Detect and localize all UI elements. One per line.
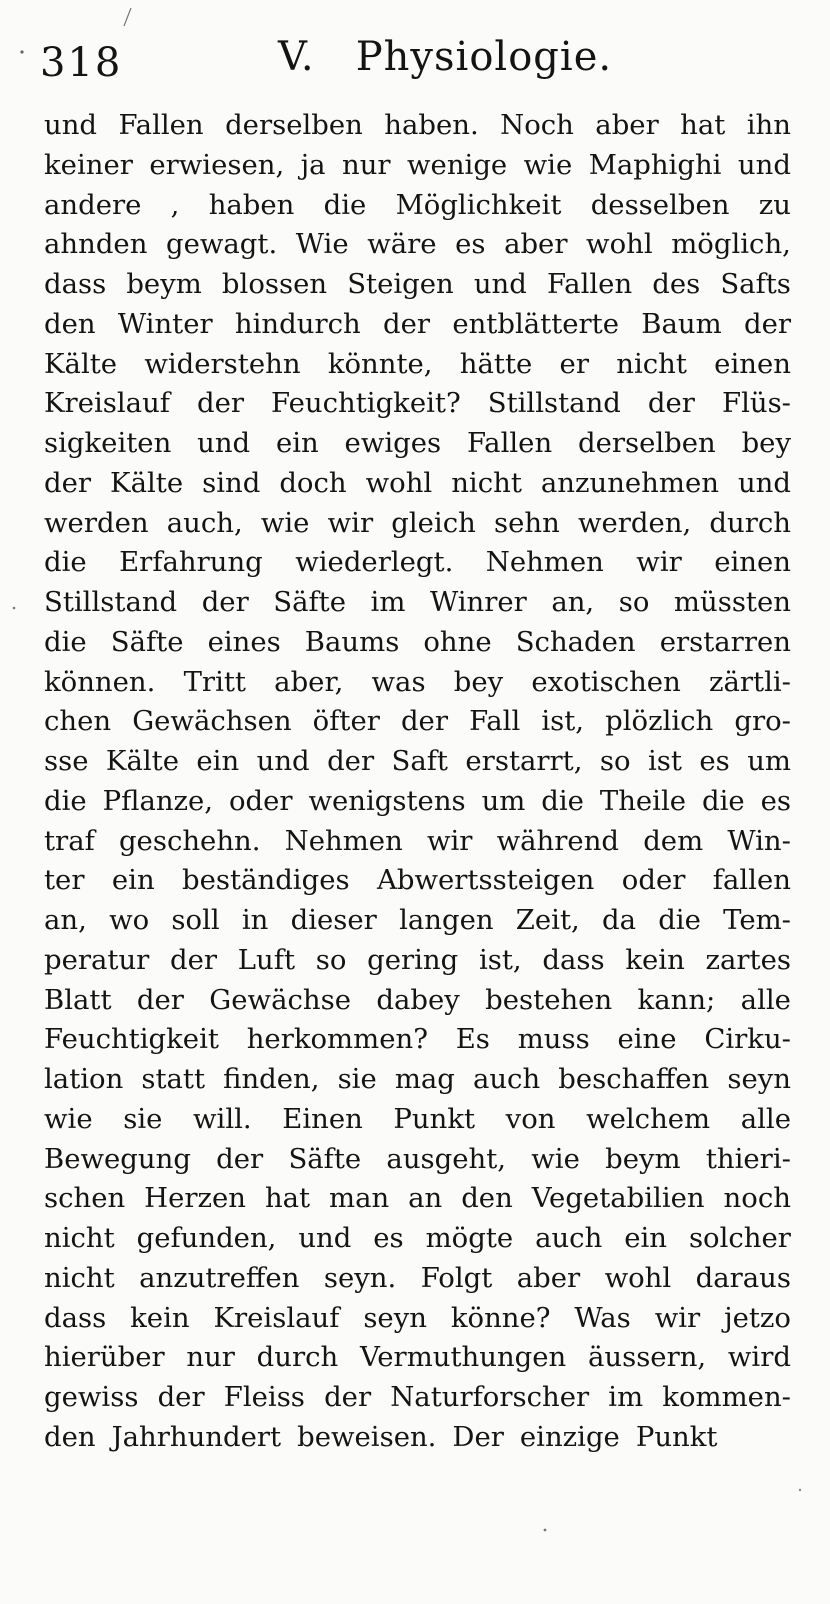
text-line: dass beym blossen Steigen und Fallen des Safts (44, 268, 791, 300)
text-line: und Fallen derselben haben. Noch aber hat ihn (44, 109, 791, 141)
text-line: keiner erwiesen, ja nur wenige wie Maphighi und (44, 148, 791, 181)
text-line: traf geschehn. Nehmen wir während dem Win- (44, 824, 791, 857)
text-line: schen Herzen hat man an den Vegetabilien noch (44, 1182, 791, 1215)
text-line: ahnden gewagt. Wie wäre es aber wohl möglich, (44, 228, 791, 261)
body-text (44, 106, 791, 1458)
text-line: hierüber nur durch Vermuthungen äussern, wird (44, 1341, 791, 1374)
text-line: sigkeiten und ein ewiges Fallen derselben bey (44, 427, 791, 459)
text-line: können. Tritt aber, was bey exotischen zärtli- (44, 665, 791, 698)
text-line: den Winter hindurch der entblätterte Baum der (44, 307, 791, 340)
text-line: der Kälte sind doch wohl nicht anzunehmen und (44, 466, 791, 499)
text-line: Stillstand der Säfte im Winrer an, so müssten (44, 586, 791, 618)
text-line: Kälte widerstehn könnte, hätte er nicht einen (44, 347, 791, 380)
text-line: nicht gefunden, und es mögte auch ein solcher (44, 1222, 791, 1254)
text-line: andere , haben die Möglichkeit desselben zu (44, 188, 791, 221)
text-line: gewiss der Fleiss der Naturforscher im kommen- (44, 1381, 791, 1413)
text-line: peratur der Luft so gering ist, dass kein zartes (44, 943, 791, 976)
text-line: den Jahrhundert beweisen. Der einzige Punkt (44, 1420, 718, 1453)
running-head: V. Physiologie. (278, 34, 613, 80)
page-header (40, 34, 790, 94)
text-line: werden auch, wie wir gleich sehn werden, durch (44, 506, 791, 539)
text-line: chen Gewächsen öfter der Fall ist, plözlich gro- (44, 705, 791, 738)
text-line: Kreislauf der Feuchtigkeit? Stillstand der Flüs- (44, 387, 791, 420)
text-line: wie sie will. Einen Punkt von welchem alle (44, 1102, 791, 1135)
text-line: die Erfahrung wiederlegt. Nehmen wir einen (44, 546, 791, 579)
text-line: nicht anzutreffen seyn. Folgt aber wohl daraus (44, 1261, 791, 1294)
text-line: ter ein beständiges Abwertssteigen oder fallen (44, 864, 791, 897)
text-line: die Säfte eines Baums ohne Schaden erstarren (44, 625, 791, 658)
page-number: 318 (40, 40, 123, 86)
text-line: dass kein Kreislauf seyn könne? Was wir jetzo (44, 1301, 791, 1334)
text-line: an, wo soll in dieser langen Zeit, da die Tem- (44, 904, 791, 936)
text-line: Blatt der Gewächse dabey bestehen kann; alle (44, 983, 791, 1016)
text-line: die Pflanze, oder wenigstens um die Theile die es (44, 784, 791, 817)
text-line: Feuchtigkeit herkommen? Es muss eine Cirku- (44, 1023, 791, 1056)
text-line: lation statt finden, sie mag auch beschaffen seyn (44, 1063, 791, 1095)
text-line: sse Kälte ein und der Saft erstarrt, so ist es um (44, 745, 791, 777)
text-line: Bewegung der Säfte ausgeht, wie beym thieri- (44, 1142, 791, 1175)
